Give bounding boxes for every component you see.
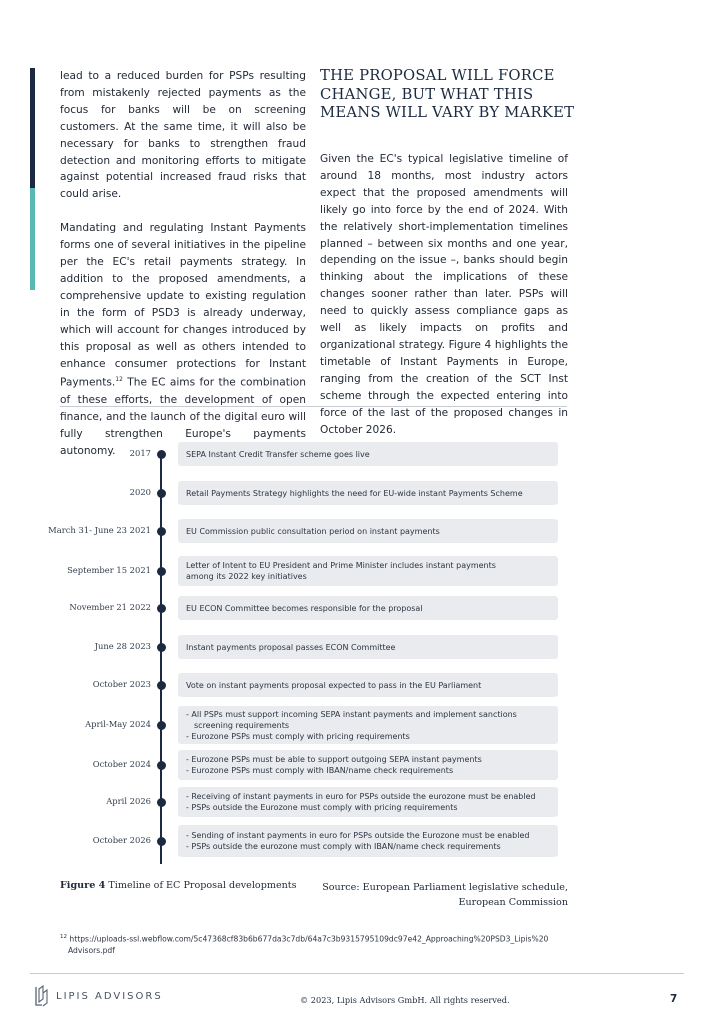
timeline-date: October 2026 <box>92 835 151 845</box>
timeline-event-text: Instant payments proposal passes ECON Committee <box>186 642 396 652</box>
timeline-date: 2020 <box>129 487 151 497</box>
footnote-ref[interactable]: 12 <box>115 376 123 384</box>
timeline-event-box <box>178 787 558 817</box>
source-line: Source: European Parliament legislative schedule, <box>322 882 568 893</box>
timeline-item <box>40 635 560 659</box>
timeline-item <box>40 750 560 780</box>
timeline-event-text: Vote on instant payments proposal expected to pass in the EU Parliament <box>186 680 482 690</box>
timeline-event-box <box>178 519 558 543</box>
timeline-event-text: - All PSPs must support incoming SEPA instant payments and implement sanctions <box>186 709 517 719</box>
timeline-event-box <box>178 825 558 857</box>
timeline-event-text: - PSPs outside the eurozone must comply with IBAN/name check requirements <box>186 842 501 851</box>
section-heading: THE PROPOSAL WILL FORCE CHANGE, BUT WHAT THIS MEANS WILL VARY BY MARKET <box>320 67 575 121</box>
paragraph-text: The EC aims for the combination of these efforts, the development of open finance, and the launch of the digital euro will fully strengthen Europe's payments autonomy. <box>60 376 306 457</box>
timeline-dot <box>157 567 166 576</box>
timeline-item <box>40 556 560 586</box>
timeline-event-box <box>178 442 558 466</box>
timeline-event-text: EU Commission public consultation period on instant payments <box>186 526 440 536</box>
timeline-dot <box>157 604 166 613</box>
timeline-dot <box>157 761 166 770</box>
figure-source <box>322 880 568 910</box>
timeline-event-text: SEPA Instant Credit Transfer scheme goes live <box>186 449 370 459</box>
accent-bar-teal <box>30 188 35 290</box>
footnote-link[interactable]: https://uploads-ssl.webflow.com/5c47368cf83b6b677da3c7db/64a7c3b9315795109dc97e42_Approaching%20PSD3_Lipis%20 <box>69 934 549 944</box>
timeline-item <box>40 825 560 857</box>
page-number: 7 <box>670 993 678 1005</box>
timeline-date: April-May 2024 <box>85 719 151 729</box>
timeline-event-box <box>178 673 558 697</box>
timeline-date: June 28 2023 <box>94 641 151 651</box>
timeline-event-text: - Receiving of instant payments in euro for PSPs outside the eurozone must be enabled <box>186 792 536 801</box>
timeline-dot <box>157 643 166 652</box>
paragraph: lead to a reduced burden for PSPs resulting from mistakenly rejected payments as the focus for banks will be on screening customers. At the same time, it will also be necessary for banks to strengthen fraud detection and monitoring efforts to mitigate against potential increased fraud risks that could arise. <box>60 70 306 201</box>
figure-caption <box>60 880 297 891</box>
timeline-dot <box>157 798 166 807</box>
timeline-event-text: - PSPs outside the Eurozone must comply with pricing requirements <box>186 803 458 812</box>
timeline-event-text: screening requirements <box>194 720 290 730</box>
timeline-event-text: EU ECON Committee becomes responsible for the proposal <box>186 603 423 613</box>
paragraph: Given the EC's typical legislative timeline of around 18 months, most industry actors expect that the proposed amendments will likely go into force by the end of 2024. With the relatively short-implementation timelines planned – between six months and one year, depending on the issue –, banks should begin thinking about the implications of these changes sooner rather than later. PSPs will need to quickly assess compliance gaps as well as likely impacts on profits and organizational strategy. Figure 4 highlights the timetable of Instant Payments in Europe, ranging from the creation of the SCT Inst scheme through the expected entering into force of the last of the proposed changes in October 2026. <box>320 153 568 436</box>
timeline-event-box <box>178 596 558 620</box>
timeline-date: November 21 2022 <box>69 602 151 612</box>
timeline-date: April 2026 <box>106 796 151 806</box>
footnote-link-cont[interactable]: Advisors.pdf <box>68 946 115 956</box>
footnote <box>60 932 570 957</box>
timeline-event-box <box>178 556 558 586</box>
timeline-item <box>40 481 560 505</box>
paragraph-text: Mandating and regulating Instant Payments forms one of several initiatives in the pipeline per the EC's retail payments strategy. In addition to the proposed amendments, a comprehensive update to existing regulation in the form of PSD3 is already underway, which will account for changes introduced by this proposal as well as others intended to enhance consumer protections for Instant Payments. <box>60 222 306 389</box>
brand-name: LIPIS ADVISORS <box>56 990 163 1002</box>
timeline-item <box>40 673 560 697</box>
timeline-event-text: Retail Payments Strategy highlights the need for EU-wide instant Payments Scheme <box>186 488 523 498</box>
timeline-event-box <box>178 706 558 744</box>
timeline-item <box>40 706 560 744</box>
lipis-logo-icon <box>34 985 50 1007</box>
figure-caption-text: Timeline of EC Proposal developments <box>108 880 297 891</box>
timeline-event-text: - Eurozone PSPs must be able to support outgoing SEPA instant payments <box>186 755 482 764</box>
copyright: © 2023, Lipis Advisors GmbH. All rights reserved. <box>300 995 510 1005</box>
source-line: European Commission <box>458 897 568 908</box>
timeline-event-text: Letter of Intent to EU President and Prime Minister includes instant payments <box>186 561 496 570</box>
figure-label: Figure 4 <box>60 880 106 891</box>
divider <box>60 406 567 407</box>
timeline-date: October 2024 <box>92 759 151 769</box>
accent-bar-navy <box>30 68 35 188</box>
timeline-event-box <box>178 750 558 780</box>
timeline-dot <box>157 721 166 730</box>
footnote-number: 12 <box>60 934 67 940</box>
timeline-item <box>40 442 560 466</box>
timeline-dot <box>157 837 166 846</box>
timeline-event-box <box>178 635 558 659</box>
left-column <box>60 68 306 459</box>
timeline-item <box>40 787 560 817</box>
timeline-date: 2017 <box>129 448 151 458</box>
timeline-event-text: - Eurozone PSPs must comply with IBAN/name check requirements <box>186 766 454 775</box>
timeline-date: September 15 2021 <box>67 565 151 575</box>
timeline-date: March 31- June 23 2021 <box>48 525 151 535</box>
timeline-item <box>40 519 560 543</box>
timeline-event-text: - Sending of instant payments in euro for PSPs outside the Eurozone must be enabled <box>186 831 530 840</box>
timeline-dot <box>157 450 166 459</box>
timeline-dot <box>157 527 166 536</box>
timeline-event-text: among its 2022 key initiatives <box>186 572 307 581</box>
paragraph <box>60 220 306 459</box>
timeline-event-text: - Eurozone PSPs must comply with pricing requirements <box>186 731 410 741</box>
timeline-dot <box>157 681 166 690</box>
timeline-event-box <box>178 481 558 505</box>
timeline-item <box>40 596 560 620</box>
brand-logo <box>34 985 163 1007</box>
timeline-date: October 2023 <box>92 679 151 689</box>
accent-bar <box>30 68 35 290</box>
footer-divider <box>30 973 684 974</box>
timeline-dot <box>157 489 166 498</box>
right-column <box>320 151 568 438</box>
